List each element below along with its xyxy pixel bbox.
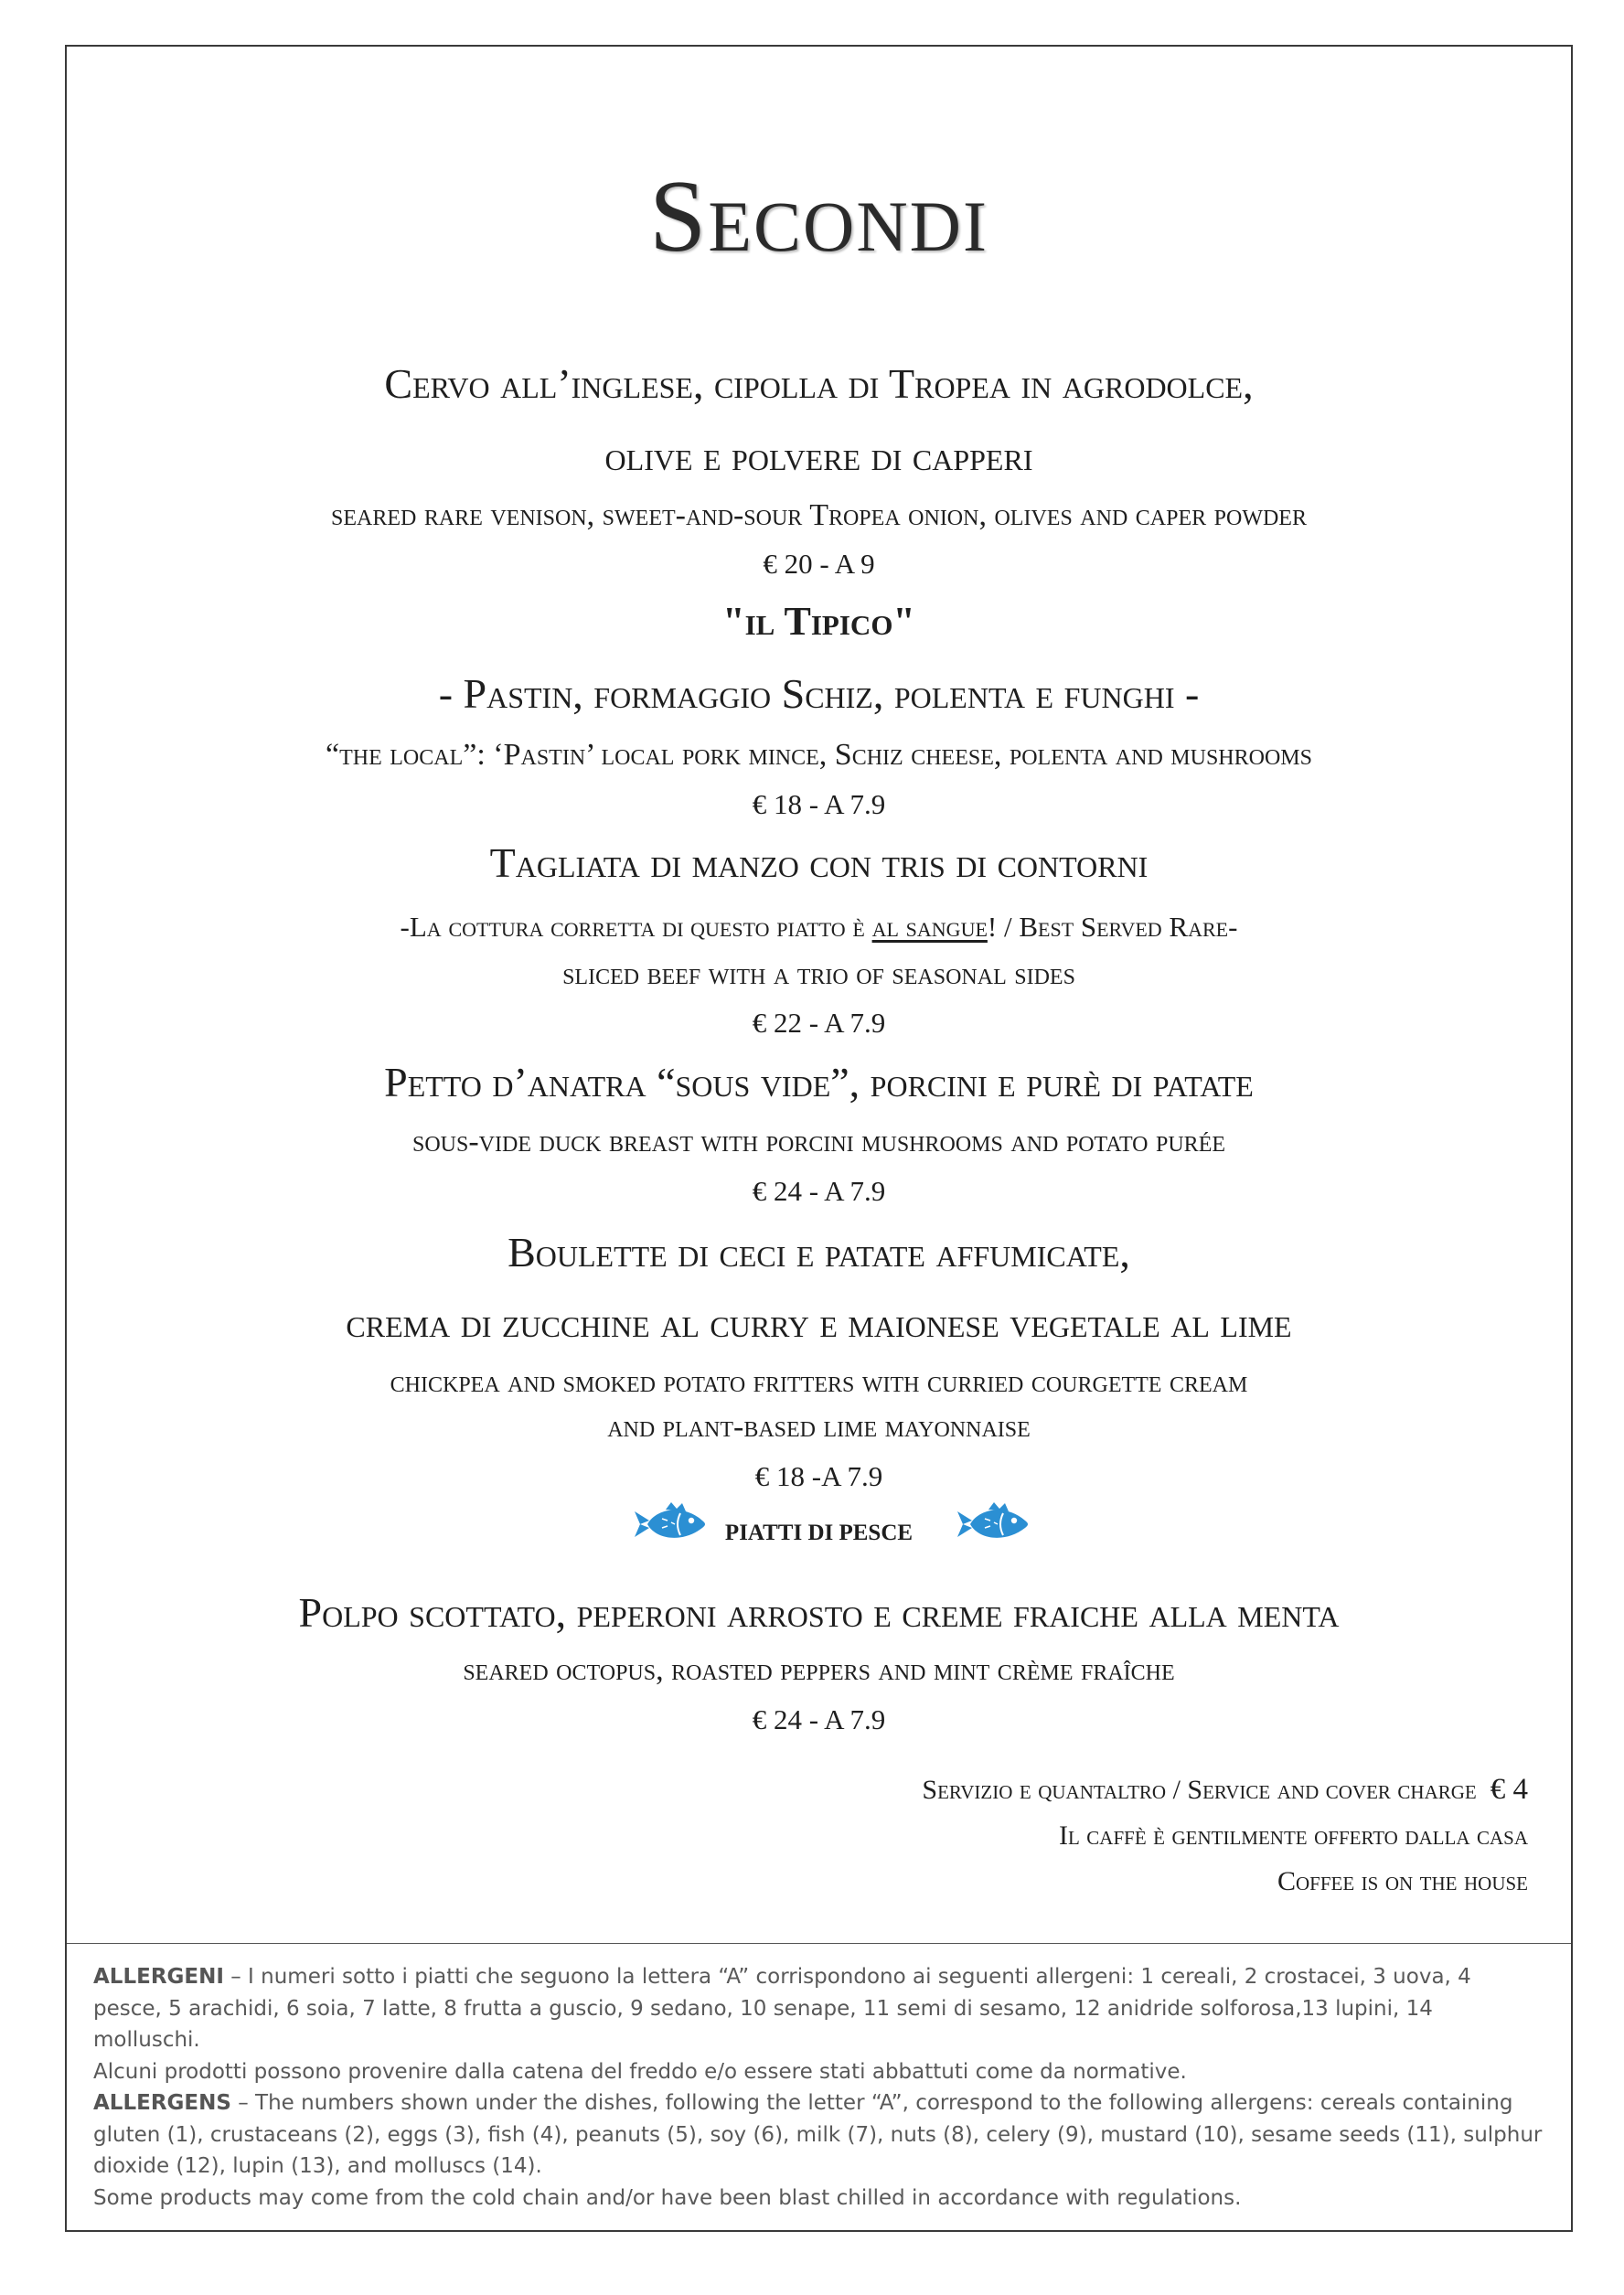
allergen-italian-note: Alcuni prodotti possono provenire dalla catena del freddo e/o essere stati abbattuti come da normative.	[93, 2059, 1187, 2084]
dish-3-cooking-note	[67, 911, 1571, 944]
coffee-note-english: Coffee is on the house	[1277, 1866, 1528, 1896]
dish-1-english: seared rare venison, sweet-and-sour Tropea onion, olives and caper powder	[331, 498, 1307, 532]
allergen-english-note: Some products may come from the cold chain and/or have been blast chilled in accordance with regulations.	[93, 2185, 1242, 2210]
allergen-english	[93, 2087, 1545, 2183]
dish-4-price: € 24 - A 7.9	[752, 1175, 886, 1207]
dish-3-english: sliced beef with a trio of seasonal sides	[562, 957, 1075, 991]
fish-icon	[957, 1500, 1031, 1548]
dish-1-italian-line-1: Cervo all’inglese, cipolla di Tropea in agrodolce,	[384, 360, 1254, 407]
allergen-italian-label: ALLERGENI	[93, 1965, 224, 1989]
allergen-english-label: ALLERGENS	[93, 2091, 231, 2115]
allergen-english-text: – The numbers shown under the dishes, following the letter “A”, correspond to the following allergens: cereals containing gluten (1), crustaceans (2), eggs (3), fish (4), peanuts (5), soy (6), milk (7), nuts (8), celery (9), mustard (10), sesame seeds (11), sulphur dioxide (12), lupin (13), and molluscs (14).	[93, 2091, 1543, 2178]
dish-6-italian: Polpo scottato, peperoni arrosto e creme fraiche alla menta	[298, 1589, 1340, 1636]
menu-frame	[65, 45, 1573, 2232]
page-title: Secondi	[649, 160, 988, 273]
allergen-italian-text: – I numeri sotto i piatti che seguono la lettera “A” corrispondono ai seguenti allergeni: 1 cereali, 2 crostacei, 3 uova, 4 pesce, 5 arachidi, 6 soia, 7 latte, 8 frutta a guscio, 9 sedano, 10 senape, 11 semi di sesamo, 12 anidride solforosa,13 lupini, 14 molluschi.	[93, 1965, 1471, 2052]
fish-section-label: PIATTI DI PESCE	[724, 1521, 914, 1545]
dish-2-english: “the local”: ‘Pastin’ local pork mince, Schiz cheese, polenta and mushrooms	[326, 738, 1312, 772]
dish-5-price: € 18 -A 7.9	[754, 1460, 883, 1492]
dish-1-italian-line-2: olive e polvere di capperi	[604, 432, 1033, 479]
dish-2-tag: "il Tipico"	[722, 599, 915, 644]
allergen-info	[93, 1961, 1545, 2214]
cooking-note-suffix: ! / Best Served Rare-	[987, 911, 1238, 943]
dish-4-italian: Petto d’anatra “sous vide”, porcini e purè di patate	[384, 1059, 1254, 1105]
allergen-italian	[93, 1961, 1545, 2056]
dish-4-english: sous-vide duck breast with porcini mushrooms and potato purée	[411, 1125, 1226, 1158]
dish-3-price: € 22 - A 7.9	[752, 1007, 886, 1039]
dish-5-english-line-2: and plant-based lime mayonnaise	[607, 1410, 1031, 1444]
dish-2-italian: - Pastin, formaggio Schiz, polenta e funghi -	[438, 670, 1200, 717]
dish-6-price: € 24 - A 7.9	[752, 1703, 886, 1735]
dish-6-english: seared octopus, roasted peppers and mint crème fraîche	[463, 1653, 1175, 1687]
service-charge-text: Servizio e quantaltro / Service and cover charge	[922, 1775, 1477, 1805]
dish-2-price: € 18 - A 7.9	[752, 788, 886, 820]
cooking-note-underlined: al sangue	[871, 911, 988, 943]
coffee-note-italian: Il caffè è gentilmente offerto dalla casa	[1058, 1820, 1528, 1851]
cooking-note-prefix: -La cottura corretta di questo piatto è	[400, 911, 872, 943]
dish-5-italian-line-2: crema di zucchine al curry e maionese vegetale al lime	[346, 1299, 1292, 1346]
dish-1-price: € 20 - A 9	[763, 548, 875, 580]
service-charge-price: € 4	[1490, 1773, 1528, 1806]
allergen-divider	[67, 1943, 1571, 1944]
dish-5-english-line-1: chickpea and smoked potato fritters with curried courgette cream	[390, 1365, 1248, 1399]
service-charge	[922, 1773, 1528, 1807]
dish-3-italian: Tagliata di manzo con tris di contorni	[489, 839, 1149, 886]
fish-section-header	[67, 1500, 1571, 1564]
dish-5-italian-line-1: Boulette di ceci e patate affumicate,	[508, 1229, 1130, 1276]
